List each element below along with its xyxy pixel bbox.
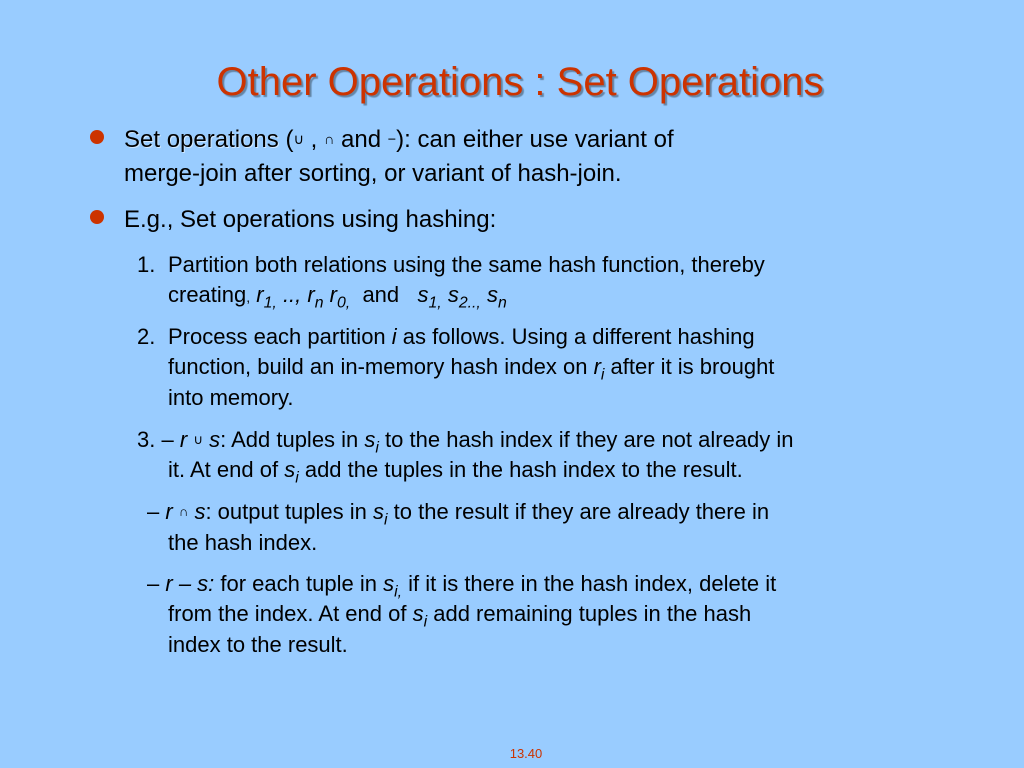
- var-r: r: [179, 427, 188, 452]
- text: i: [375, 439, 379, 457]
- intersect-line2: the hash index.: [168, 530, 318, 555]
- text: 3. –: [137, 427, 174, 452]
- text: add the tuples in the hash index to the result.: [298, 457, 743, 482]
- text: Add tuples in: [226, 427, 365, 452]
- text: i: [423, 613, 428, 631]
- text: and: [362, 282, 400, 307]
- step2-line2: [168, 354, 774, 385]
- text: creating: [168, 282, 247, 307]
- text: after it is brought: [604, 354, 775, 379]
- var-i: i: [391, 324, 397, 349]
- var-s: s: [486, 282, 498, 307]
- step2-line1: [168, 324, 755, 350]
- bullet2-line: E.g., Set operations using hashing:: [124, 206, 497, 233]
- text: and: [341, 126, 382, 153]
- text: 0,: [337, 294, 351, 312]
- text: for each tuple in: [214, 571, 384, 596]
- var-s: s: [209, 427, 221, 452]
- var-s: s: [364, 427, 376, 452]
- difference-line3: index to the result.: [168, 632, 348, 657]
- text: n: [314, 294, 324, 312]
- var-s: s: [417, 282, 429, 307]
- intersect-line1: [147, 499, 769, 530]
- intersect-symbol: ∩: [178, 504, 189, 520]
- text: : output tuples in: [205, 499, 373, 524]
- text: ): can either use variant of: [396, 126, 674, 153]
- var-r: r: [165, 499, 173, 524]
- var-s: s: [412, 601, 424, 626]
- var-s: s: [373, 499, 384, 524]
- var-r: r: [329, 282, 337, 307]
- text: to the hash index if they are not already in: [378, 427, 794, 452]
- page-title: Other Operations : Set Operations: [216, 60, 824, 104]
- text: function, build an in-memory hash index on: [168, 354, 594, 379]
- var-s: s: [284, 457, 296, 482]
- var-r: r: [593, 354, 601, 379]
- text: n: [497, 294, 507, 312]
- text: i: [384, 511, 388, 529]
- step2-number: 2.: [137, 324, 156, 349]
- bullet-icon: [90, 130, 104, 144]
- bullet1-line1: [124, 126, 674, 154]
- text: i,: [394, 583, 402, 601]
- difference-expression: r – s:: [165, 571, 215, 596]
- var-s: s: [383, 571, 395, 596]
- var-r: r: [256, 282, 264, 307]
- text: as follows. Using a different hashing: [396, 324, 755, 349]
- var-r: r: [307, 282, 315, 307]
- text: :: [220, 427, 227, 452]
- union-symbol: ∪: [193, 432, 203, 448]
- difference-line1: [147, 571, 776, 602]
- text: to the result if they are already there in: [387, 499, 770, 524]
- intersect-symbol: ∩: [324, 132, 335, 149]
- var-s: s: [447, 282, 459, 307]
- union-symbol: ∪: [293, 132, 304, 149]
- text: i: [295, 469, 299, 487]
- text: add remaining tuples in the hash: [427, 601, 752, 626]
- text: i: [600, 366, 605, 384]
- step1-number: 1.: [137, 252, 156, 277]
- text: ,: [246, 289, 251, 305]
- step2-line3: into memory.: [168, 385, 294, 410]
- bullet-icon: [90, 210, 104, 224]
- step1-line2: [168, 282, 507, 313]
- text: –: [147, 499, 160, 524]
- text: 1,: [263, 294, 277, 312]
- text: it. At end of: [168, 457, 285, 482]
- text: 2..,: [458, 294, 481, 312]
- text: (: [278, 126, 294, 153]
- text: Process each partition: [168, 324, 392, 349]
- text: 1,: [428, 294, 442, 312]
- text: from the index. At end of: [168, 601, 413, 626]
- text: ,: [310, 126, 318, 153]
- text: if it is there in the hash index, delete it: [401, 571, 777, 596]
- bullet1-line2: merge-join after sorting, or variant of hash-join.: [124, 160, 622, 187]
- text: ..,: [276, 282, 302, 307]
- difference-line2: [168, 601, 751, 632]
- text: –: [147, 571, 160, 596]
- minus-symbol: −: [387, 132, 397, 149]
- var-s: s: [194, 499, 206, 524]
- step3-number: [137, 427, 794, 458]
- page-number: 13.40: [509, 746, 543, 761]
- set-operations-term: Set operations: [124, 126, 279, 153]
- step3-line2: [168, 457, 743, 488]
- step1-line1: Partition both relations using the same hash function, thereby: [168, 252, 765, 277]
